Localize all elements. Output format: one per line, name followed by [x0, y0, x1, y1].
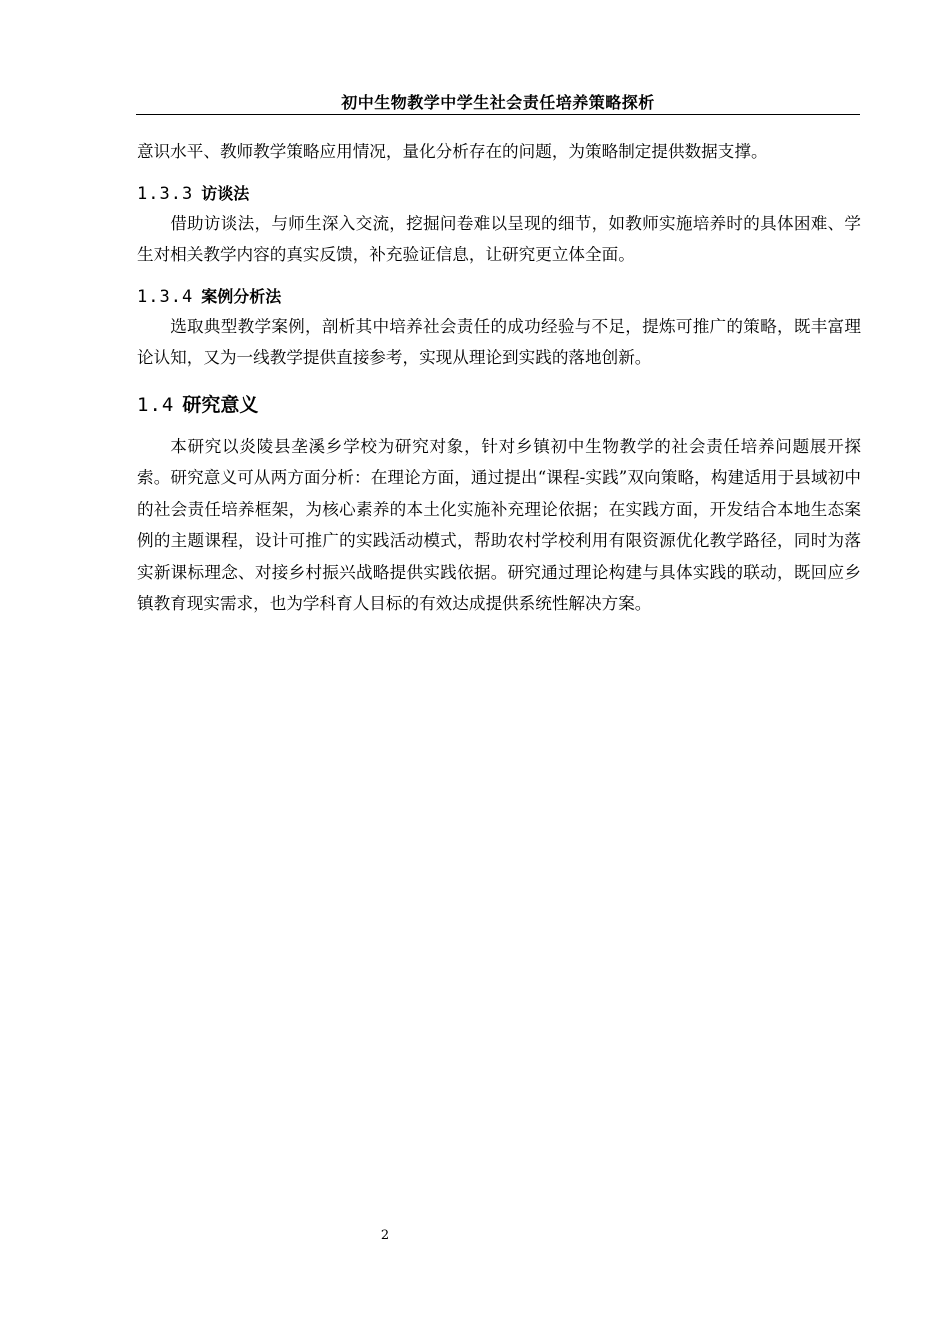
section-heading-1-4	[137, 390, 861, 421]
section-title: 研究意义	[182, 393, 259, 416]
page-number: 2	[380, 1228, 390, 1243]
section-number: 1.3.4	[137, 286, 194, 307]
section-paragraph-1-3-4: 选取典型教学案例，剖析其中培养社会责任的成功经验与不足，提炼可推广的策略，既丰富理论认知，又为一线教学提供直接参考，实现从理论到实践的落地创新。	[137, 316, 861, 367]
page-header	[136, 92, 860, 115]
section-heading-1-3-4	[137, 283, 861, 311]
section-title: 案例分析法	[201, 286, 282, 306]
section-number: 1.3.3	[137, 183, 194, 204]
section-paragraph-1-3-3: 借助访谈法，与师生深入交流，挖掘问卷难以呈现的细节，如教师实施培养时的具体困难、学生对相关教学内容的真实反馈，补充验证信息，让研究更立体全面。	[137, 213, 861, 264]
section-number: 1.4	[137, 393, 175, 416]
section-paragraph-1-4: 本研究以炎陵县垄溪乡学校为研究对象，针对乡镇初中生物教学的社会责任培养问题展开探索。研究意义可从两方面分析：在理论方面，通过提出“课程-实践”双向策略，构建适用于县域初中的社会责任培养框架，为核心素养的本土化实施补充理论依据；在实践方面，开发结合本地生态案例的主题课程，设计可推广的实践活动模式，帮助农村学校利用有限资源优化教学路径，同时为落实新课标理念、对接乡村振兴战略提供实践依据。研究通过理论构建与具体实践的联动，既回应乡镇教育现实需求，也为学科育人目标的有效达成提供系统性解决方案。	[137, 436, 861, 613]
intro-paragraph: 意识水平、教师教学策略应用情况，量化分析存在的问题，为策略制定提供数据支撑。	[137, 142, 768, 161]
section-title: 访谈法	[201, 183, 250, 203]
document-title: 初中生物教学中学生社会责任培养策略探析	[341, 93, 655, 112]
section-heading-1-3-3	[137, 180, 861, 208]
document-body	[137, 136, 861, 620]
